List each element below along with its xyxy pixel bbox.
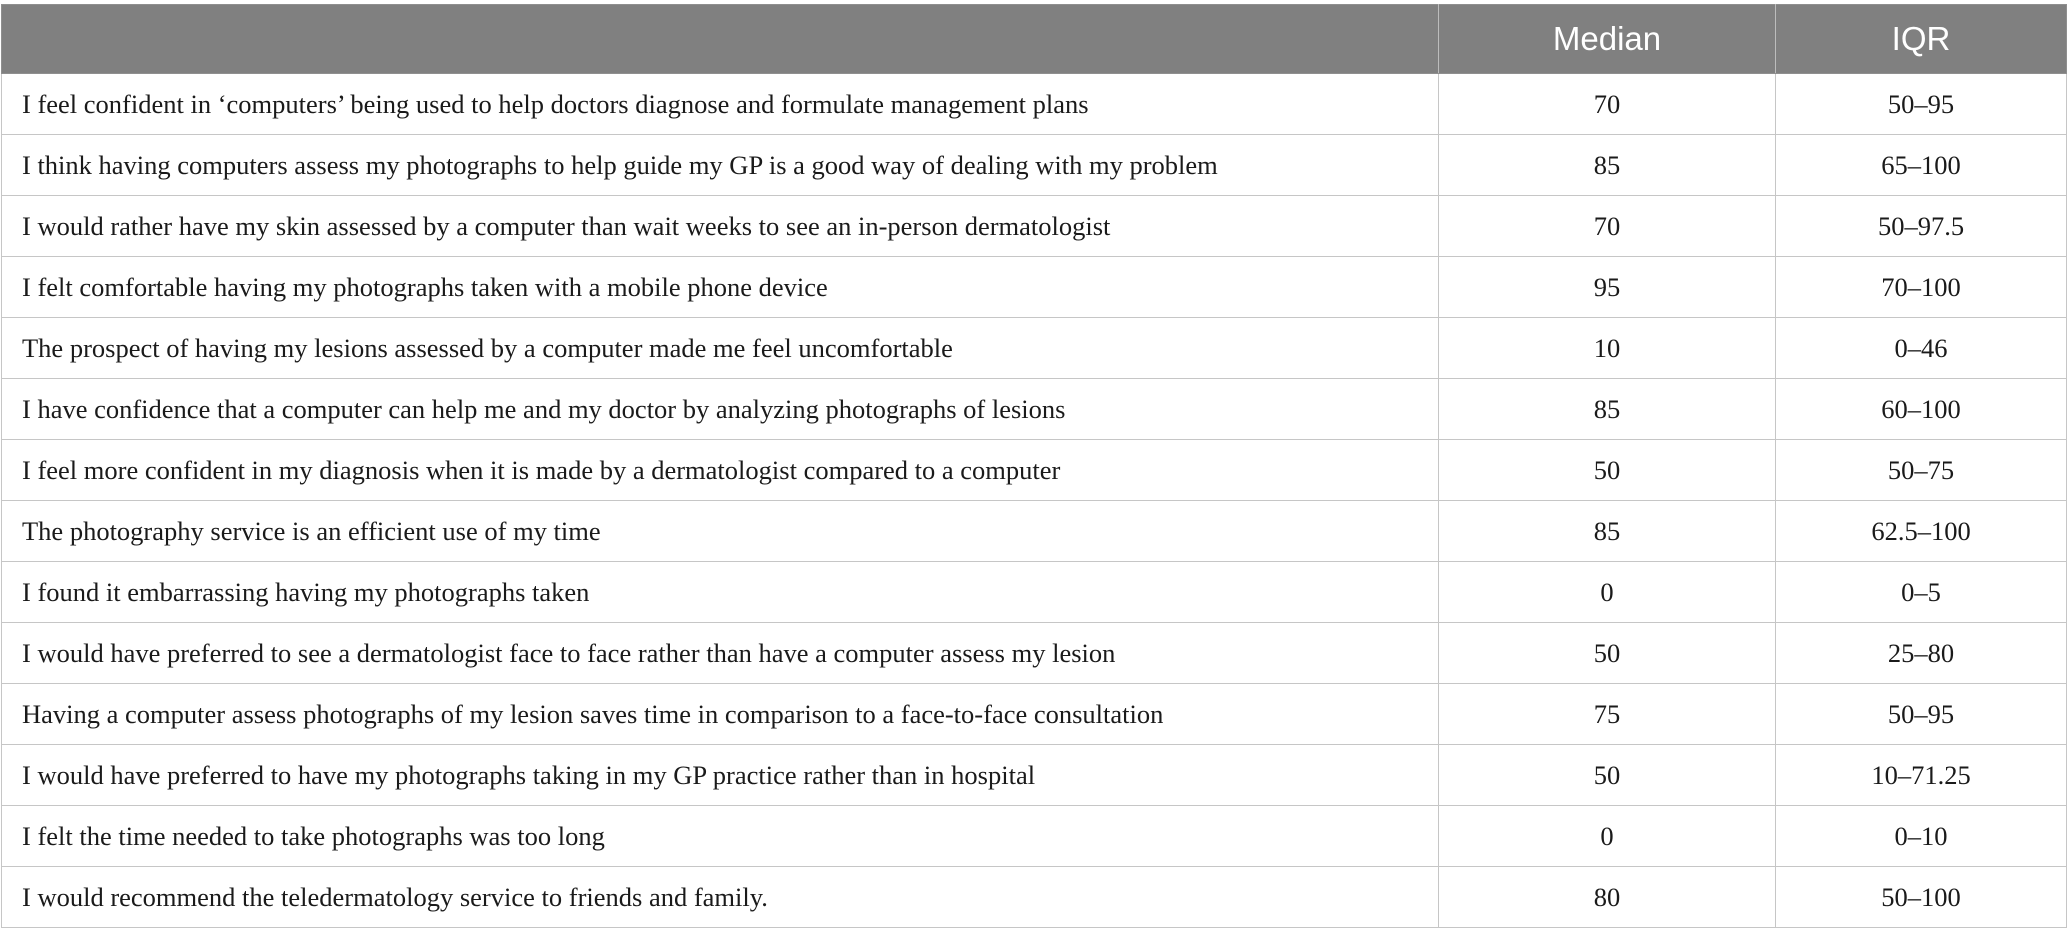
- statement-cell: Having a computer assess photographs of my lesion saves time in comparison to a face-to-face consultation: [2, 684, 1439, 745]
- table-row: [2, 562, 2067, 623]
- statement-cell: The photography service is an efficient use of my time: [2, 501, 1439, 562]
- statement-cell: I feel confident in ‘computers’ being used to help doctors diagnose and formulate management plans: [2, 74, 1439, 135]
- median-cell: 10: [1439, 318, 1776, 379]
- iqr-cell: 60–100: [1776, 379, 2067, 440]
- iqr-cell: 65–100: [1776, 135, 2067, 196]
- header-iqr: IQR: [1776, 5, 2067, 74]
- median-cell: 95: [1439, 257, 1776, 318]
- table-row: [2, 135, 2067, 196]
- statement-cell: I have confidence that a computer can help me and my doctor by analyzing photographs of lesions: [2, 379, 1439, 440]
- median-cell: 75: [1439, 684, 1776, 745]
- table-row: [2, 501, 2067, 562]
- median-cell: 85: [1439, 501, 1776, 562]
- iqr-cell: 50–75: [1776, 440, 2067, 501]
- median-cell: 0: [1439, 806, 1776, 867]
- statement-cell: I would rather have my skin assessed by a computer than wait weeks to see an in-person dermatologist: [2, 196, 1439, 257]
- median-cell: 70: [1439, 74, 1776, 135]
- median-cell: 50: [1439, 623, 1776, 684]
- header-median: Median: [1439, 5, 1776, 74]
- table-row: [2, 196, 2067, 257]
- iqr-cell: 50–95: [1776, 74, 2067, 135]
- statement-cell: I felt comfortable having my photographs taken with a mobile phone device: [2, 257, 1439, 318]
- iqr-cell: 50–100: [1776, 867, 2067, 928]
- statement-cell: The prospect of having my lesions assessed by a computer made me feel uncomfortable: [2, 318, 1439, 379]
- iqr-cell: 70–100: [1776, 257, 2067, 318]
- iqr-cell: 0–10: [1776, 806, 2067, 867]
- table-row: [2, 440, 2067, 501]
- table-row: [2, 318, 2067, 379]
- iqr-cell: 25–80: [1776, 623, 2067, 684]
- table-row: [2, 623, 2067, 684]
- statement-cell: I would recommend the teledermatology service to friends and family.: [2, 867, 1439, 928]
- statement-cell: I found it embarrassing having my photographs taken: [2, 562, 1439, 623]
- iqr-cell: 10–71.25: [1776, 745, 2067, 806]
- table-row: [2, 806, 2067, 867]
- iqr-cell: 50–97.5: [1776, 196, 2067, 257]
- statement-cell: I think having computers assess my photographs to help guide my GP is a good way of dealing with my problem: [2, 135, 1439, 196]
- median-cell: 85: [1439, 135, 1776, 196]
- table-row: [2, 745, 2067, 806]
- iqr-cell: 50–95: [1776, 684, 2067, 745]
- statement-cell: I feel more confident in my diagnosis when it is made by a dermatologist compared to a computer: [2, 440, 1439, 501]
- median-cell: 80: [1439, 867, 1776, 928]
- survey-results-table-container: [1, 4, 2066, 928]
- median-cell: 50: [1439, 745, 1776, 806]
- statement-cell: I would have preferred to have my photographs taking in my GP practice rather than in hospital: [2, 745, 1439, 806]
- iqr-cell: 62.5–100: [1776, 501, 2067, 562]
- header-statement: [2, 5, 1439, 74]
- iqr-cell: 0–5: [1776, 562, 2067, 623]
- table-row: [2, 74, 2067, 135]
- iqr-cell: 0–46: [1776, 318, 2067, 379]
- survey-results-table: [1, 4, 2067, 928]
- median-cell: 85: [1439, 379, 1776, 440]
- median-cell: 0: [1439, 562, 1776, 623]
- statement-cell: I felt the time needed to take photographs was too long: [2, 806, 1439, 867]
- table-row: [2, 257, 2067, 318]
- table-body: [2, 74, 2067, 928]
- table-row: [2, 867, 2067, 928]
- table-row: [2, 379, 2067, 440]
- table-header: [2, 5, 2067, 74]
- statement-cell: I would have preferred to see a dermatologist face to face rather than have a computer assess my lesion: [2, 623, 1439, 684]
- median-cell: 50: [1439, 440, 1776, 501]
- header-row: [2, 5, 2067, 74]
- median-cell: 70: [1439, 196, 1776, 257]
- table-row: [2, 684, 2067, 745]
